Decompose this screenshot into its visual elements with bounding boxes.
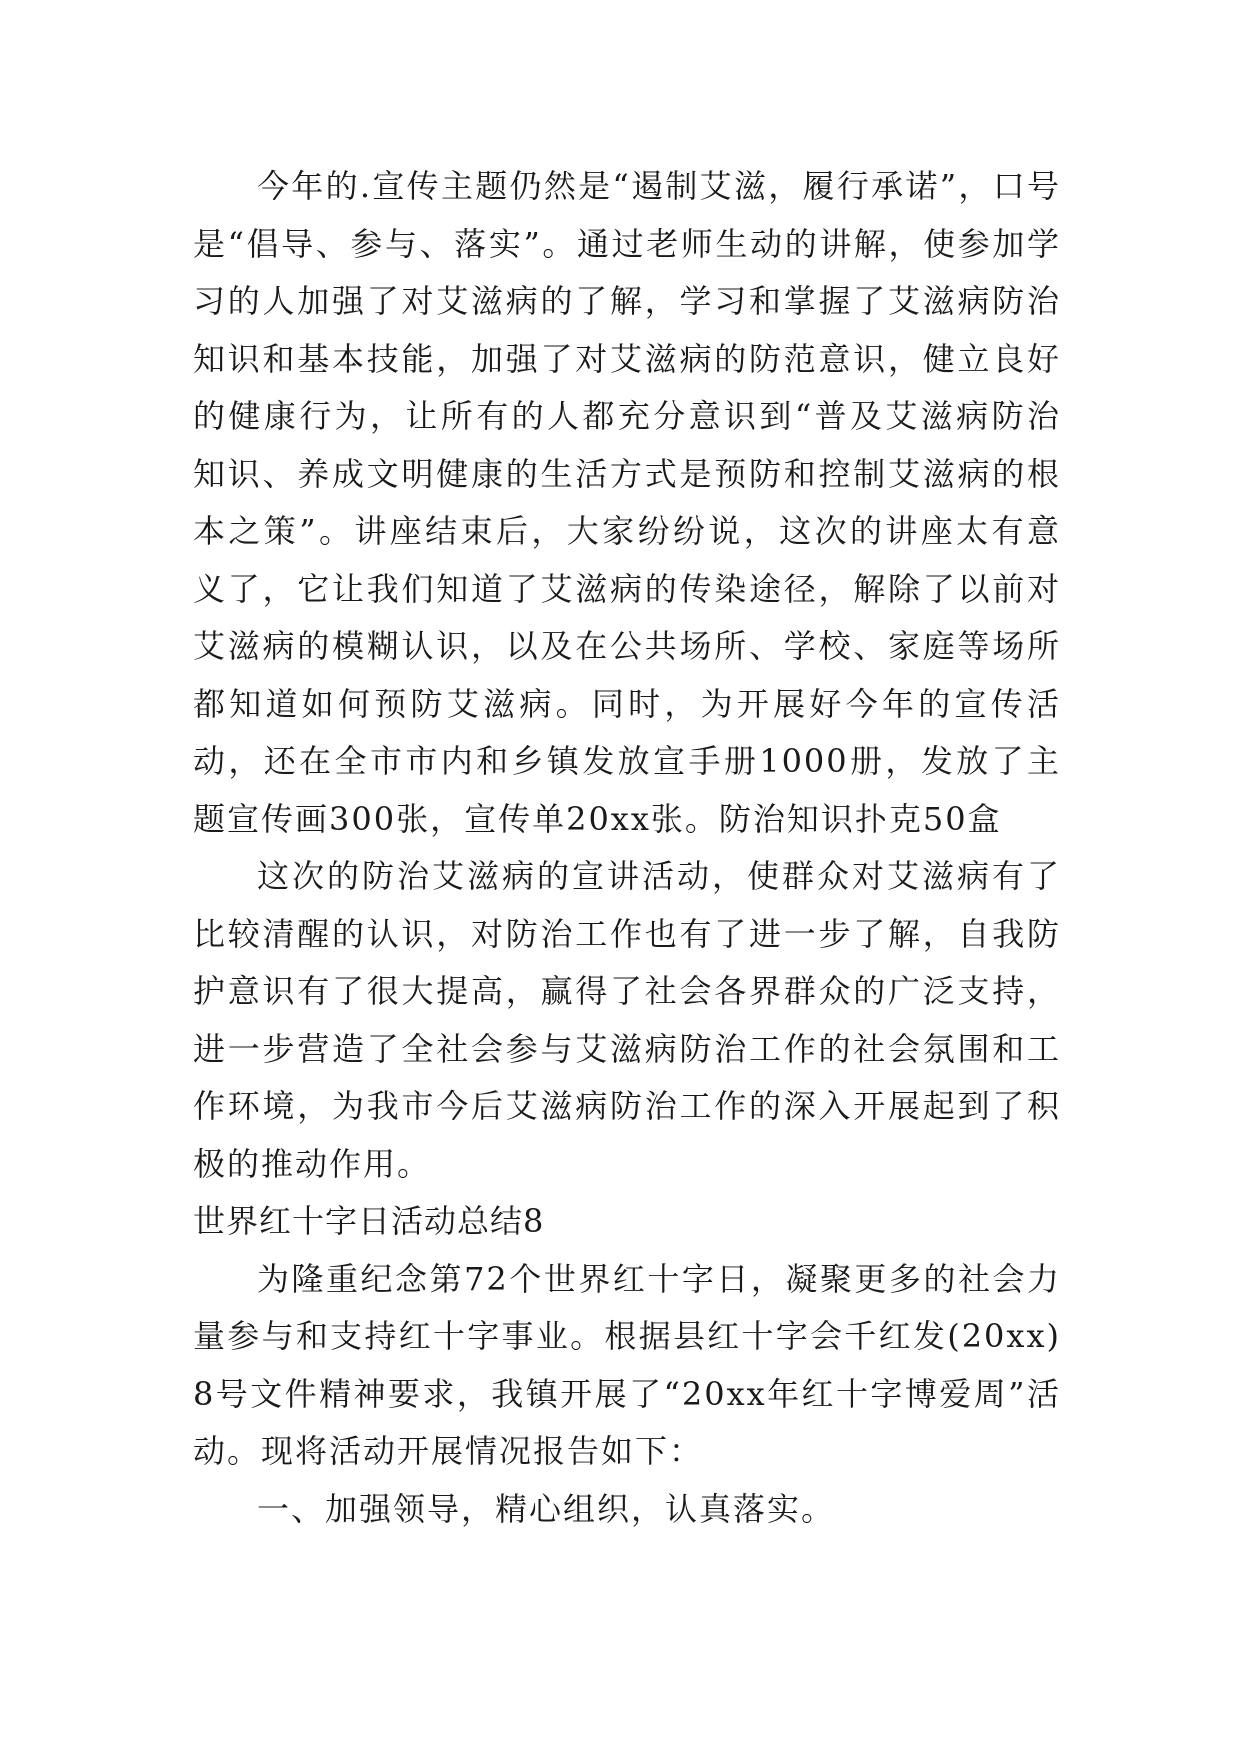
- paragraph-section-one: 一、加强领导，精心组织，认真落实。: [257, 1489, 836, 1528]
- paragraph-aids-publicity: 今年的.宣传主题仍然是“遏制艾滋，履行承诺”，口号是“倡导、参与、落实”。通过老师生动的讲解，使参加学习的人加强了对艾滋病的了解，学习和掌握了艾滋病防治知识和基本技能，加强了对艾滋病的防范意识，健立良好的健康行为，让所有的人都充分意识到“普及艾滋病防治知识、养成文明健康的生活方式是预防和控制艾滋病的根本之策”。讲座结束后，大家纷纷说，这次的讲座太有意义了，它让我们知道了艾滋病的传染途径，解除了以前对艾滋病的模糊认识，以及在公共场所、学校、家庭等场所都知道如何预防艾滋病。同时，为开展好今年的宣传活动，还在全市市内和乡镇发放宣手册1000册，发放了主题宣传画300张，宣传单20xx张。防治知识扑克50盒: [193, 167, 1061, 838]
- document-page: [193, 158, 1061, 1538]
- paragraph-aids-outcome: 这次的防治艾滋病的宣讲活动，使群众对艾滋病有了比较清醒的认识，对防治工作也有了进一步了解，自我防护意识有了很大提高，赢得了社会各界群众的广泛支持，进一步营造了全社会参与艾滋病防治工作的社会氛围和工作环境，为我市今后艾滋病防治工作的深入开展起到了积极的推动作用。: [193, 857, 1061, 1183]
- section-heading: 世界红十字日活动总结8: [193, 1202, 545, 1240]
- paragraph-red-cross-intro: 为隆重纪念第72个世界红十字日，凝聚更多的社会力量参与和支持红十字事业。根据县红十字会千红发(20xx)8号文件精神要求，我镇开展了“20xx年红十字博爱周”活动。现将活动开展情况报告如下：: [193, 1259, 1061, 1470]
